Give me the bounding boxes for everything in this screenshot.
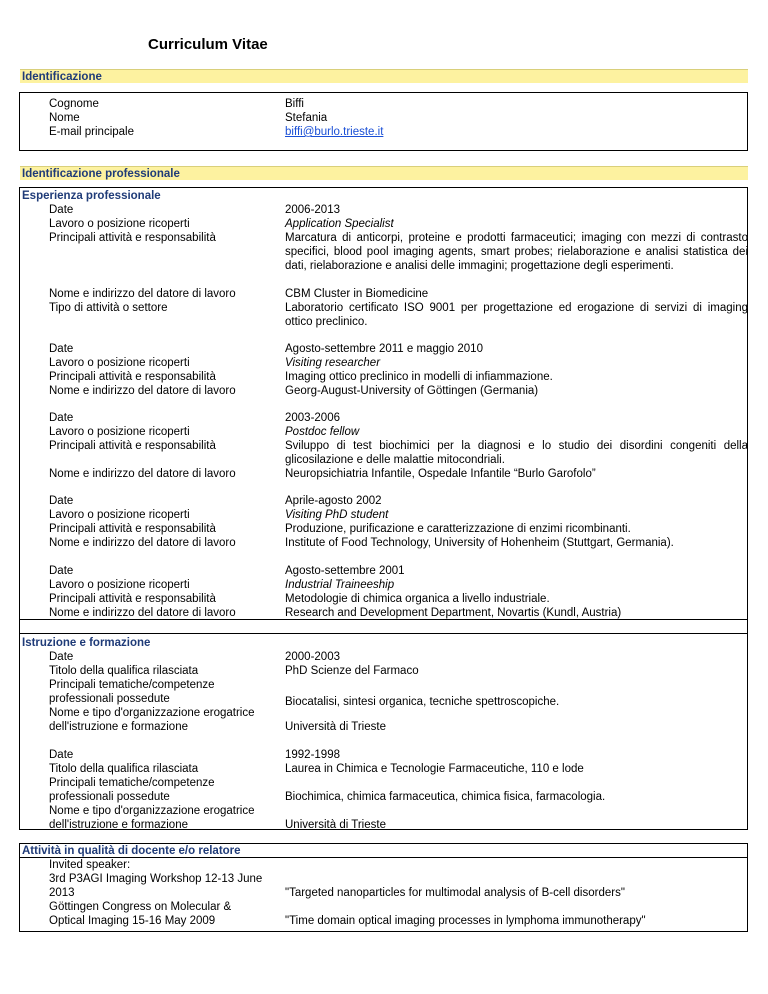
label-email: E-mail principale <box>49 126 135 138</box>
job1-att: Marcatura di anticorpi, proteine e prodotti farmaceutici; imaging con mezzi di contrasto specifici, blood pool imaging agents, smart probes; rielaborazione e analisi statistica dei dati, rielaborazione e analisi delle immagini; progettazione degli esperimenti. <box>285 232 748 272</box>
job2-emp-label: Nome e indirizzo del datore di lavoro <box>49 385 236 397</box>
docente-label-5: Optical Imaging 15-16 May 2009 <box>49 915 216 927</box>
edu1-date-label: Date <box>49 651 74 663</box>
job4-pos: Visiting PhD student <box>285 509 389 521</box>
label-cognome: Cognome <box>49 98 99 110</box>
heading-docente: Attività in qualità di docente e/o relatore <box>22 845 241 857</box>
docente-label-2: 3rd P3AGI Imaging Workshop 12-13 June <box>49 873 263 885</box>
job5-emp: Research and Development Department, Novartis (Kundl, Austria) <box>285 607 622 619</box>
edu1-tem: Biocatalisi, sintesi organica, tecniche spettroscopiche. <box>285 696 560 708</box>
job1-emp-label: Nome e indirizzo del datore di lavoro <box>49 288 236 300</box>
edu1-org: Università di Trieste <box>285 721 386 733</box>
section-band-professionale: Identificazione professionale <box>20 166 748 180</box>
label-nome: Nome <box>49 112 80 124</box>
job2-emp: Georg-August-University of Göttingen (Germania) <box>285 385 539 397</box>
job4-att-label: Principali attività e responsabilità <box>49 523 216 535</box>
job3-att: Sviluppo di test biochimici per la diagnosi e lo studio dei disordini congeniti della glicosilazione e delle malattie mitocondriali. <box>285 440 748 466</box>
job3-att-label: Principali attività e responsabilità <box>49 440 216 452</box>
edu2-org-label: Nome e tipo d'organizzazione erogatrice <box>49 805 255 817</box>
edu2-org: Università di Trieste <box>285 819 386 831</box>
job5-pos: Industrial Traineeship <box>285 579 395 591</box>
page-title: Curriculum Vitae <box>148 36 268 53</box>
job1-att-label: Principali attività e responsabilità <box>49 232 216 244</box>
edu2-tem: Biochimica, chimica farmaceutica, chimica fisica, farmacologia. <box>285 791 606 803</box>
docente-talk-1: "Targeted nanoparticles for multimodal analysis of B-cell disorders" <box>285 887 625 899</box>
job3-emp: Neuropsichiatria Infantile, Ospedale Infantile “Burlo Garofolo” <box>285 468 596 480</box>
job4-emp: Institute of Food Technology, University of Hohenheim (Stuttgart, Germania). <box>285 537 674 549</box>
job1-date: 2006-2013 <box>285 204 340 216</box>
job3-date: 2003-2006 <box>285 412 340 424</box>
job3-emp-label: Nome e indirizzo del datore di lavoro <box>49 468 236 480</box>
job4-pos-label: Lavoro o posizione ricoperti <box>49 509 190 521</box>
heading-istruzione: Istruzione e formazione <box>22 637 151 649</box>
edu1-tit: PhD Scienze del Farmaco <box>285 665 419 677</box>
edu1-tem-label-2: professionali possedute <box>49 693 170 705</box>
job2-date: Agosto-settembre 2011 e maggio 2010 <box>285 343 483 355</box>
email-link[interactable]: biffi@burlo.trieste.it <box>285 126 384 138</box>
docente-talk-2: "Time domain optical imaging processes in lymphoma immunotherapy" <box>285 915 646 927</box>
edu1-tem-label: Principali tematiche/competenze <box>49 679 215 691</box>
job4-emp-label: Nome e indirizzo del datore di lavoro <box>49 537 236 549</box>
job5-att-label: Principali attività e responsabilità <box>49 593 216 605</box>
job2-date-label: Date <box>49 343 74 355</box>
value-cognome: Biffi <box>285 98 304 110</box>
job1-tipo: Laboratorio certificato ISO 9001 per progettazione ed erogazione di servizi di imaging ottico preclinico. <box>285 302 748 328</box>
docente-label-1: Invited speaker: <box>49 859 131 871</box>
docente-label-3: 2013 <box>49 887 75 899</box>
edu2-date-label: Date <box>49 749 74 761</box>
edu1-org-label-2: dell'istruzione e formazione <box>49 721 188 733</box>
job3-pos-label: Lavoro o posizione ricoperti <box>49 426 190 438</box>
job2-pos-label: Lavoro o posizione ricoperti <box>49 357 190 369</box>
job5-att: Metodologie di chimica organica a livello industriale. <box>285 593 550 605</box>
edu1-date: 2000-2003 <box>285 651 340 663</box>
job5-emp-label: Nome e indirizzo del datore di lavoro <box>49 607 236 619</box>
edu2-tit-label: Titolo della qualifica rilasciata <box>49 763 199 775</box>
docente-label-4: Göttingen Congress on Molecular & <box>49 901 232 913</box>
job1-pos: Application Specialist <box>285 218 394 230</box>
job1-tipo-label: Tipo di attività o settore <box>49 302 168 314</box>
job5-pos-label: Lavoro o posizione ricoperti <box>49 579 190 591</box>
heading-esperienza: Esperienza professionale <box>22 190 161 202</box>
job3-date-label: Date <box>49 412 74 424</box>
edu2-org-label-2: dell'istruzione e formazione <box>49 819 188 831</box>
job4-date-label: Date <box>49 495 74 507</box>
edu1-org-label: Nome e tipo d'organizzazione erogatrice <box>49 707 255 719</box>
edu2-date: 1992-1998 <box>285 749 340 761</box>
job2-att-label: Principali attività e responsabilità <box>49 371 216 383</box>
job2-att: Imaging ottico preclinico in modelli di infiammazione. <box>285 371 553 383</box>
job5-date-label: Date <box>49 565 74 577</box>
job4-date: Aprile-agosto 2002 <box>285 495 382 507</box>
edu2-tit: Laurea in Chimica e Tecnologie Farmaceutiche, 110 e lode <box>285 763 584 775</box>
job2-pos: Visiting researcher <box>285 357 381 369</box>
job3-pos: Postdoc fellow <box>285 426 360 438</box>
job5-date: Agosto-settembre 2001 <box>285 565 405 577</box>
job1-pos-label: Lavoro o posizione ricoperti <box>49 218 190 230</box>
job1-date-label: Date <box>49 204 74 216</box>
edu2-tem-label-2: professionali possedute <box>49 791 170 803</box>
edu2-tem-label: Principali tematiche/competenze <box>49 777 215 789</box>
value-nome: Stefania <box>285 112 328 124</box>
job4-att: Produzione, purificazione e caratterizzazione di enzimi ricombinanti. <box>285 523 631 535</box>
edu1-tit-label: Titolo della qualifica rilasciata <box>49 665 199 677</box>
section-band-identificazione: Identificazione <box>20 69 748 83</box>
job1-emp: CBM Cluster in Biomedicine <box>285 288 429 300</box>
